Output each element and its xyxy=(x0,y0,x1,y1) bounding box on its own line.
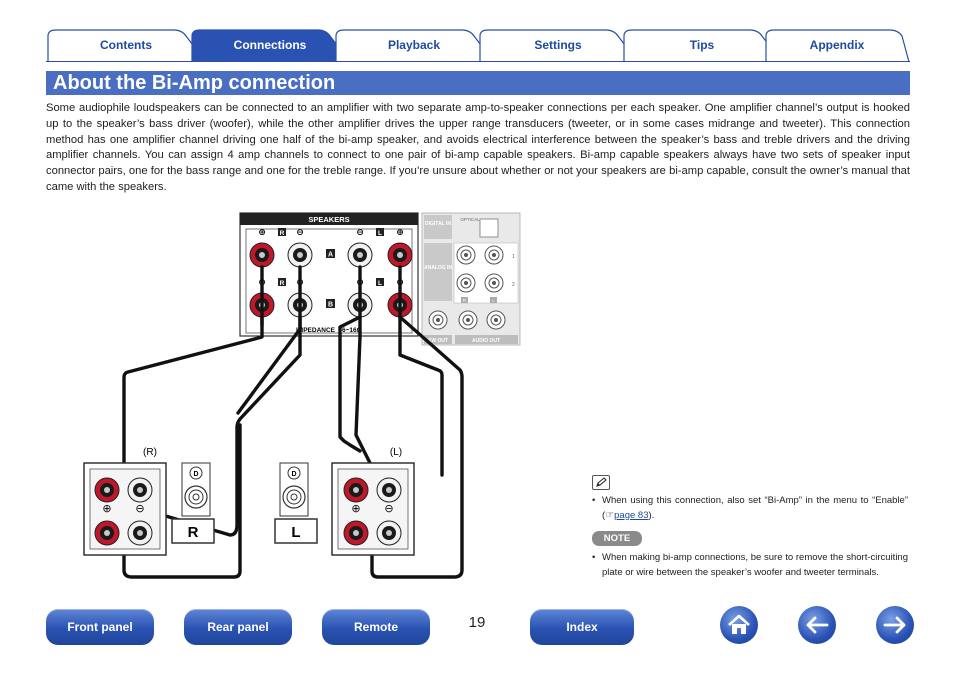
io-r-label: R xyxy=(462,298,467,303)
arrow-left-icon xyxy=(804,615,830,635)
channel-l-a: L xyxy=(378,230,382,237)
page-title: About the Bi-Amp connection xyxy=(53,72,336,94)
front-panel-button[interactable]: Front panel xyxy=(46,609,154,645)
plus-mark: ⊕ xyxy=(351,503,361,515)
analog-in-1: 1 xyxy=(512,254,515,260)
left-speaker-label: (L) xyxy=(389,447,403,458)
minus-mark: ⊖ xyxy=(135,503,145,515)
forward-button[interactable] xyxy=(876,606,914,644)
tab-appendix[interactable]: Appendix xyxy=(764,28,910,62)
digital-in-label: DIGITAL IN xyxy=(425,221,451,227)
channel-r-a: R xyxy=(279,230,285,237)
receiver-io-panel xyxy=(422,213,520,345)
right-speaker xyxy=(84,447,214,555)
tab-contents[interactable]: Contents xyxy=(46,28,206,62)
arrow-right-icon xyxy=(882,615,908,635)
tab-tips[interactable]: Tips xyxy=(622,28,782,62)
tab-connections[interactable]: Connections xyxy=(190,28,350,62)
analog-in-label: ANALOG IN xyxy=(423,265,453,271)
plus-mark: ⊕ xyxy=(258,227,266,237)
index-button[interactable]: Index xyxy=(530,609,634,645)
back-button[interactable] xyxy=(798,606,836,644)
bi-amp-diagram xyxy=(70,205,530,590)
left-lower-minus-terminal xyxy=(377,521,401,545)
tab-bar xyxy=(46,28,910,62)
plus-mark: ⊕ xyxy=(258,277,266,287)
set-a-label: A xyxy=(327,251,334,259)
plus-mark: ⊕ xyxy=(102,503,112,515)
left-upper-minus-terminal xyxy=(377,478,401,502)
tip-list xyxy=(592,494,908,523)
tip-item: • When using this connection, also set “Bi-Amp” in the menu to “Enable” (☞page 83). xyxy=(592,494,908,523)
minus-mark: ⊖ xyxy=(296,277,304,287)
left-speaker xyxy=(275,447,414,555)
right-lower-minus-terminal xyxy=(128,521,152,545)
page-number: 19 xyxy=(468,614,486,631)
note-item: • When making bi-amp connections, be sure to remove the short-circuiting plate or wire between the speaker’s woofer and tweeter terminals. xyxy=(592,551,908,580)
terminal-a-r-minus xyxy=(288,243,312,267)
sw-out-label: SW OUT xyxy=(428,338,448,344)
analog-in-2: 2 xyxy=(512,282,515,288)
terminal-a-l-minus xyxy=(348,243,372,267)
speakers-label: SPEAKERS xyxy=(308,215,350,224)
channel-r-b: R xyxy=(279,280,285,287)
right-box-label: R xyxy=(187,524,199,541)
right-speaker-label: (R) xyxy=(143,447,157,458)
minus-mark: ⊖ xyxy=(384,503,394,515)
rear-panel-button[interactable]: Rear panel xyxy=(184,609,292,645)
terminal-a-l-plus xyxy=(388,243,412,267)
body-paragraph: Some audiophile loudspeakers can be connected to an amplifier with two separate amp-to-speaker connections per each speaker. One amplifier channel’s output is hooked up to the speaker’s bass driver (woofer), while the other amplifier drives the upper range transducers (tweeter, or in some cases midrange and tweeter). This connection method has one amplifier channel driving one half of the bi-amp speaker, and avoids electrical interference between the speaker’s bass and treble drivers and the driving amplifier channels. You can assign 4 amp channels to connect to one pair of bi-amp capable speakers. Bi-amp capable speakers always have two sets of speaker input connector pairs, one for the bass range and one for the treble range. If you’re unsure about whether or not your speakers are bi-amp capable, consult the owner’s manual that came with the speakers. xyxy=(46,102,910,193)
right-upper-minus-terminal xyxy=(128,478,152,502)
home-icon xyxy=(726,613,752,637)
home-button[interactable] xyxy=(720,606,758,644)
tab-underline xyxy=(46,61,910,62)
remote-button[interactable]: Remote xyxy=(322,609,430,645)
right-upper-plus-terminal xyxy=(95,478,119,502)
minus-mark: ⊖ xyxy=(356,277,364,287)
optical-label: OPTICAL xyxy=(460,217,480,222)
set-b-label: B xyxy=(327,301,334,309)
impedance-label: IMPEDANCE xyxy=(296,327,336,334)
channel-l-b: L xyxy=(378,280,382,287)
plus-mark: ⊕ xyxy=(396,277,404,287)
page-83-link[interactable]: page 83 xyxy=(614,509,649,521)
title-bar xyxy=(46,71,910,95)
tab-settings[interactable]: Settings xyxy=(478,28,638,62)
note-list xyxy=(592,551,908,580)
minus-mark: ⊖ xyxy=(296,227,304,237)
svg-text:D: D xyxy=(193,471,199,478)
right-lower-plus-terminal xyxy=(95,521,119,545)
svg-text:D: D xyxy=(291,471,297,478)
plus-mark: ⊕ xyxy=(396,227,404,237)
reference-icon: ☞ xyxy=(605,509,615,521)
minus-mark: ⊖ xyxy=(356,227,364,237)
receiver-speaker-panel xyxy=(240,213,418,336)
left-upper-plus-terminal xyxy=(344,478,368,502)
pencil-icon xyxy=(592,475,610,490)
note-badge: NOTE xyxy=(592,531,642,546)
terminal-a-r-plus xyxy=(250,243,274,267)
io-l-label: L xyxy=(492,298,495,303)
audio-out-label: AUDIO OUT xyxy=(471,338,501,344)
left-box-label: L xyxy=(291,524,301,541)
impedance-value: 6~16Ω xyxy=(342,327,362,334)
tab-playback[interactable]: Playback xyxy=(334,28,494,62)
left-lower-plus-terminal xyxy=(344,521,368,545)
